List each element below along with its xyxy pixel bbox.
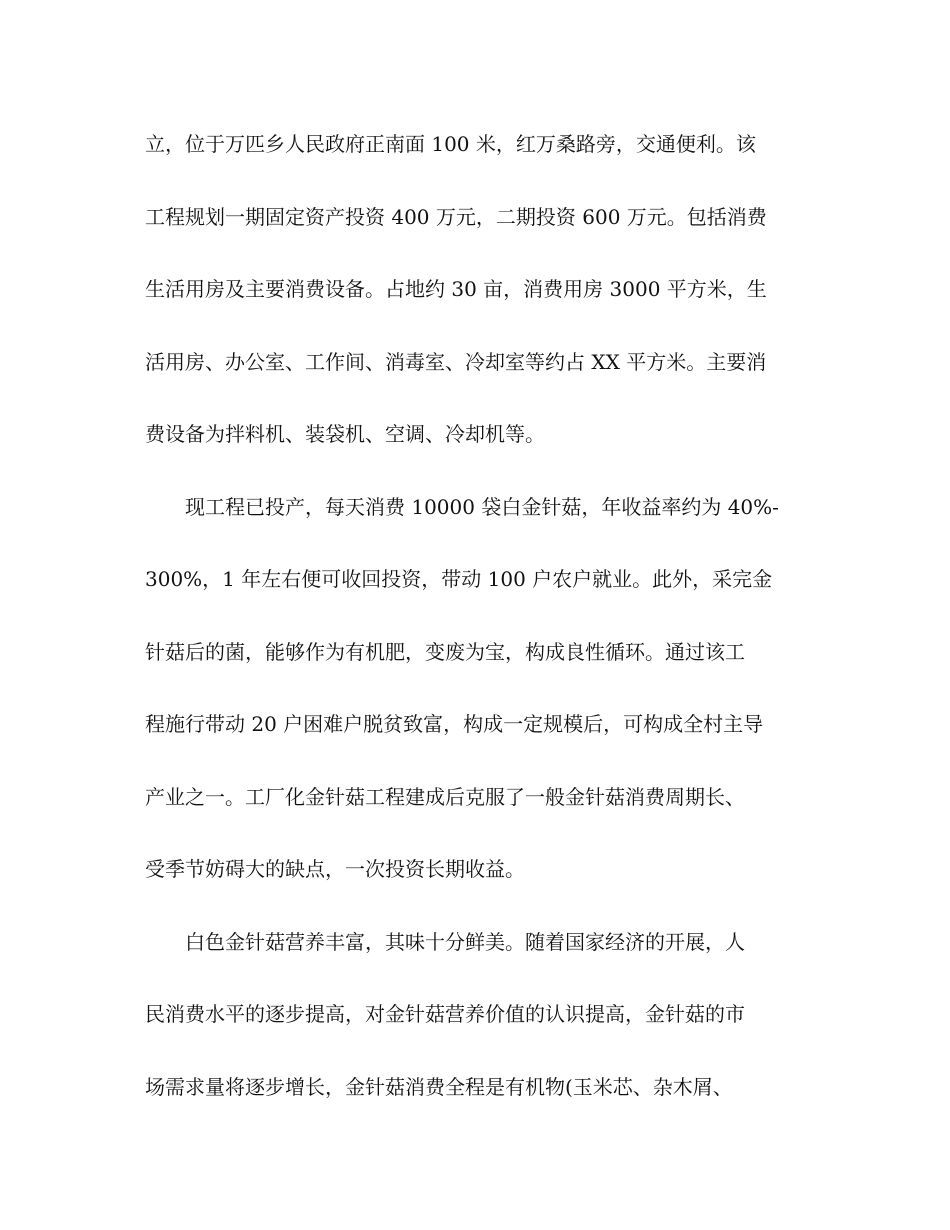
text-line-10: 产业之一。工厂化金针菇工程建成后克服了一般金针菇消费周期长、	[145, 784, 745, 809]
text-line-13: 民消费水平的逐步提高，对金针菇营养价值的认识提高，金针菇的市	[145, 1002, 745, 1026]
text-line-6-paragraph-start: 现工程已投产，每天消费 10000 袋白金针菇，年收益率约为 40%-	[185, 494, 779, 519]
text-line-1: 立，位于万匹乡人民政府正南面 100 米，红万桑路旁，交通便利。该	[145, 132, 756, 156]
text-line-11: 受季节妨碍大的缺点，一次投资长期收益。	[145, 857, 525, 881]
text-line-8: 针菇后的菌，能够作为有机肥，变废为宝，构成良性循环。通过该工	[145, 639, 745, 664]
text-line-3: 生活用房及主要消费设备。占地约 30 亩，消费用房 3000 平方米，生	[145, 277, 767, 301]
text-line-12-paragraph-start: 白色金针菇营养丰富，其味十分鲜美。随着国家经济的开展，人	[185, 929, 745, 954]
text-line-9: 程施行带动 20 户困难户脱贫致富，构成一定规模后，可构成全村主导	[145, 712, 764, 736]
text-line-7: 300%，1 年左右便可收回投资，带动 100 户农户就业。此外，采完金	[145, 567, 773, 591]
document-body	[145, 120, 815, 1135]
text-line-5: 费设备为拌料机、装袋机、空调、冷却机等。	[145, 422, 545, 446]
text-line-14: 场需求量将逐步增长，金针菇消费全程是有机物(玉米芯、杂木屑、	[145, 1074, 733, 1099]
text-line-4: 活用房、办公室、工作间、消毒室、冷却室等约占 XX 平方米。主要消	[145, 349, 767, 374]
text-line-2: 工程规划一期固定资产投资 400 万元，二期投资 600 万元。包括消费	[145, 204, 767, 229]
